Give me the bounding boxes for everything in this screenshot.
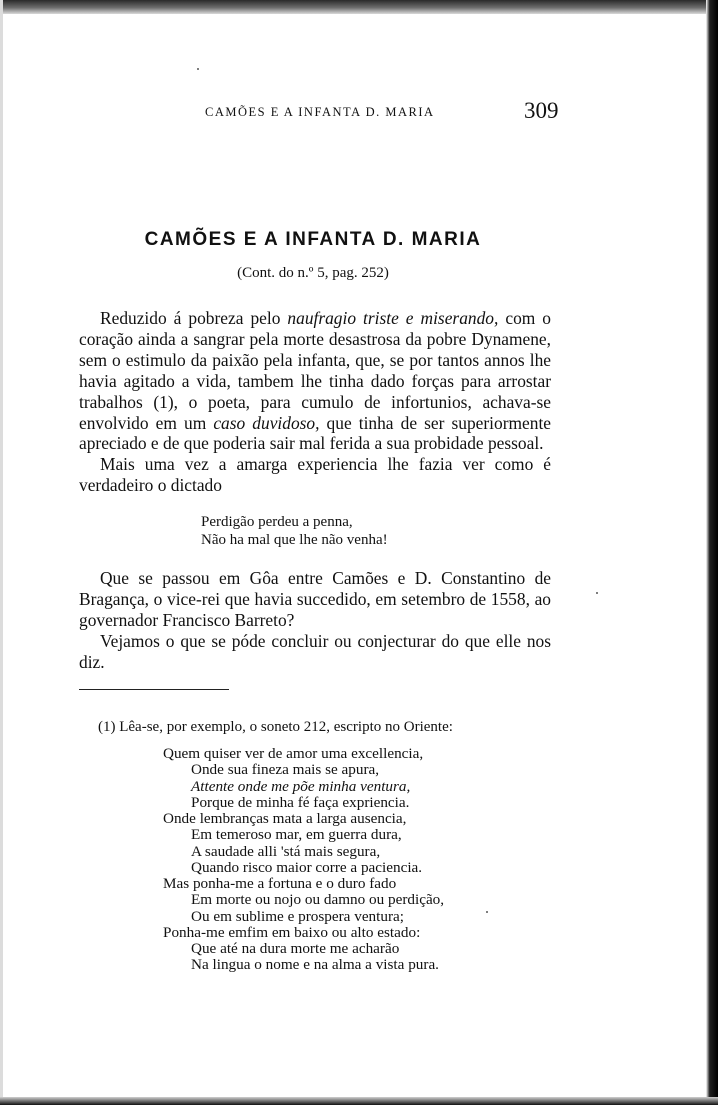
- article-title: CAMÕES E A INFANTA D. MARIA: [144, 229, 482, 250]
- scan-speck: [486, 911, 488, 913]
- page-number: 309: [524, 98, 559, 123]
- scan-border-top: [0, 0, 718, 14]
- running-head: CAMÕES E A INFANTA D. MARIA: [205, 105, 435, 119]
- scan-border-bottom: [0, 1097, 718, 1105]
- footnote-rule: [79, 689, 229, 690]
- sonnet-line: Porque de minha fé faça expriencia.: [191, 793, 410, 811]
- proverb-quote: [201, 513, 388, 549]
- sonnet-line: Ponha-me emfim em baixo ou alto estado:: [163, 923, 421, 941]
- paragraph-2: Mais uma vez a amarga experiencia lhe fazia ver como é verdadeiro o dictado: [79, 454, 551, 496]
- paragraph-1: Reduzido á pobreza pelo naufragio triste e miserando, com o coração ainda a sangrar pela morte desastrosa da pobre Dynamene, sem o estimulo da paixão pela infanta, que, se por tantos annos lhe havia agitado a vida, tambem lhe tinha dado forças para arrostar trabalhos (1), o poeta, para cumulo de infortunios, achava-se envolvido em um caso duvidoso, que tinha de ser superiormente apreciado e de que poderia sair mal ferida a sua probidade pessoal.: [79, 308, 552, 454]
- sonnet-line: Em temeroso mar, em guerra dura,: [191, 826, 402, 844]
- paragraph-3: Que se passou em Gôa entre Camões e D. Constantino de Bragança, o vice-rei que havia succedido, em setembro de 1558, ao governador Francisco Barreto?: [79, 568, 551, 630]
- scan-border-right: [706, 0, 718, 1105]
- quote-line: Não ha mal que lhe não venha!: [201, 532, 388, 548]
- scan-speck: [197, 68, 199, 70]
- body-text-upper: [79, 308, 551, 496]
- paragraph-4: Vejamos o que se póde concluir ou conjecturar do que elle nos diz.: [79, 630, 551, 672]
- sonnet-line: Onde lembranças mata a larga ausencia,: [163, 810, 407, 827]
- sonnet-line: Ou em sublime e prospera ventura;: [191, 907, 404, 925]
- sonnet-line: A saudade alli 'stá mais segura,: [191, 842, 381, 860]
- footnote: (1) Lêa-se, por exemplo, o soneto 212, escripto no Oriente:: [98, 719, 453, 735]
- sonnet-line: Quem quiser ver de amor uma excellencia,: [163, 745, 424, 762]
- sonnet-line: Attente onde me põe minha ventura,: [191, 777, 411, 795]
- sonnet-line: Na lingua o nome e na alma a vista pura.: [191, 956, 439, 974]
- body-text-lower: [79, 568, 551, 673]
- sonnet-line: Em morte ou nojo ou damno ou perdição,: [191, 891, 445, 909]
- sonnet-line: Quando risco maior corre a paciencia.: [191, 858, 423, 876]
- sonnet: [163, 746, 444, 974]
- sonnet-line: Mas ponha-me a fortuna e o duro fado: [163, 875, 397, 892]
- quote-line: Perdigão perdeu a penna,: [201, 514, 353, 530]
- article-subtitle: (Cont. do n.º 5, pag. 252): [237, 265, 389, 281]
- scan-speck: [596, 592, 598, 594]
- scan-border-left: [0, 0, 3, 1105]
- sonnet-line: Onde sua fineza mais se apura,: [191, 761, 380, 779]
- sonnet-line: Que até na dura morte me acharão: [191, 940, 400, 957]
